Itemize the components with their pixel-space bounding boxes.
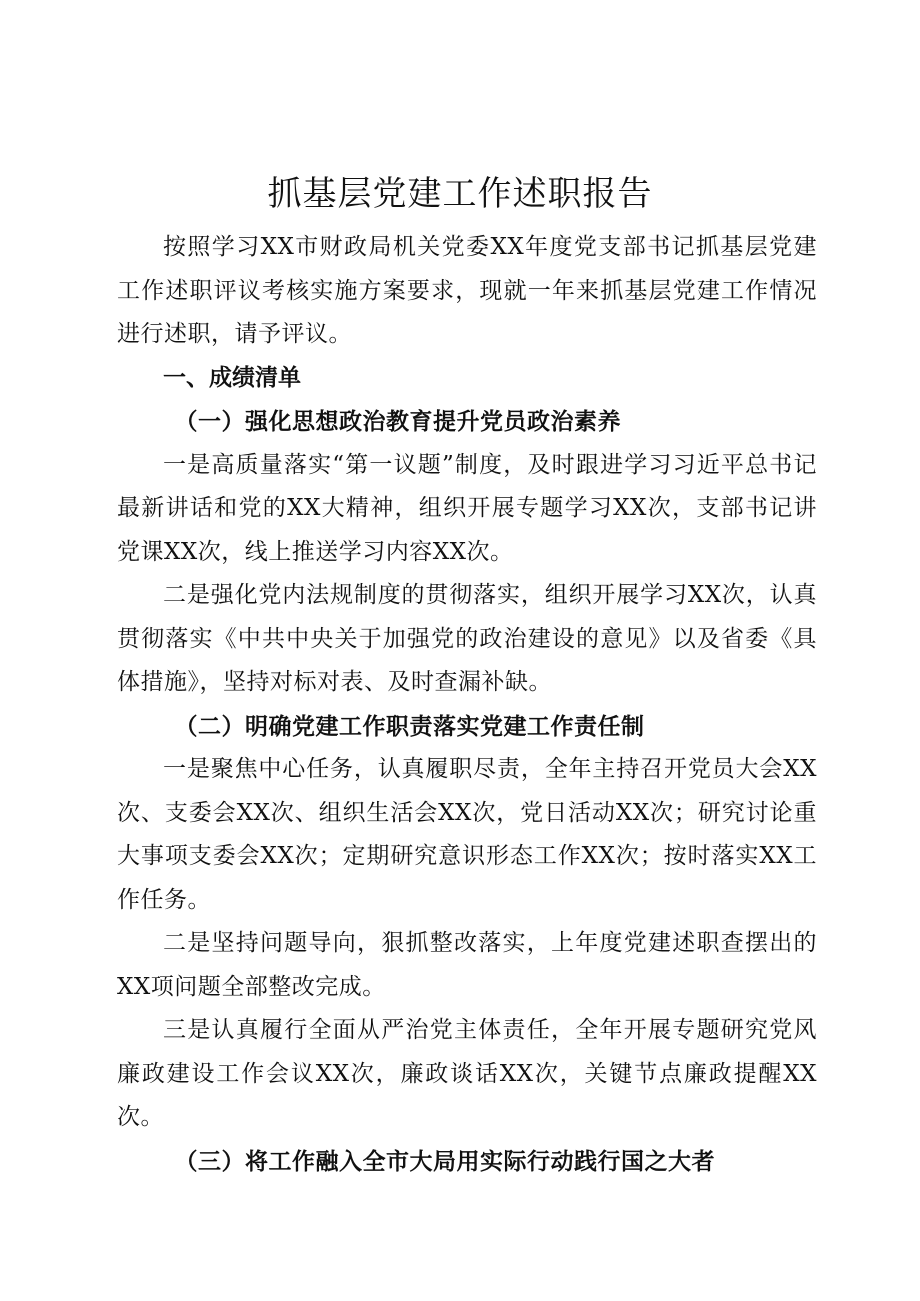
subsection-heading-1: （一）强化思想政治教育提升党员政治素养 (174, 408, 621, 435)
document-body (117, 226, 817, 1183)
subsection-2-paragraph-1: 一是聚焦中心任务，认真履职尽责，全年主持召开党员大会XX次、支委会XX次、组织生活会XX次，党日活动XX次；研究讨论重大事项支委会XX次；定期研究意识形态工作XX次；按时落实XX工作任务。 (117, 756, 817, 913)
subsection-1-paragraph-2: 二是强化党内法规制度的贯彻落实，组织开展学习XX次，认真贯彻落实《中共中央关于加强党的政治建设的意见》以及省委《具体措施》，坚持对标对表、及时查漏补缺。 (117, 582, 817, 695)
section-heading-achievements: 一、成绩清单 (163, 364, 301, 391)
subsection-2-paragraph-3: 三是认真履行全面从严治党主体责任，全年开展专题研究党风廉政建设工作会议XX次，廉政谈话XX次，关键节点廉政提醒XX次。 (117, 1017, 817, 1130)
subsection-1-paragraph-1: 一是高质量落实“第一议题”制度，及时跟进学习习近平总书记最新讲话和党的XX大精神，组织开展专题学习XX次，支部书记讲党课XX次，线上推送学习内容XX次。 (117, 451, 817, 565)
subsection-2-paragraph-2: 二是坚持问题导向，狠抓整改落实，上年度党建述职查摆出的XX项问题全部整改完成。 (117, 930, 817, 1000)
intro-paragraph: 按照学习XX市财政局机关党委XX年度党支部书记抓基层党建工作述职评议考核实施方案要求，现就一年来抓基层党建工作情况进行述职，请予评议。 (117, 234, 817, 347)
subsection-heading-3: （三）将工作融入全市大局用实际行动践行国之大者 (174, 1147, 715, 1175)
subsection-heading-2: （二）明确党建工作职责落实党建工作责任制 (174, 712, 645, 740)
document-title: 抓基层党建工作述职报告 (267, 174, 653, 214)
